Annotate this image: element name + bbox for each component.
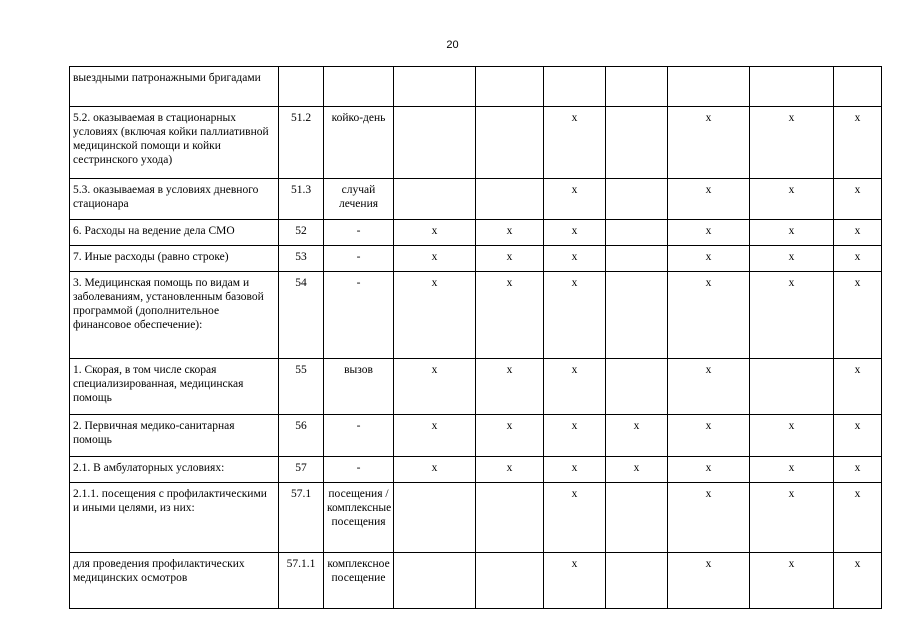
mark-cell: х [834,553,882,609]
mark-cell [394,553,476,609]
mark-cell: х [544,220,606,246]
mark-cell [476,67,544,107]
mark-cell: х [394,457,476,483]
mark-cell: х [668,553,750,609]
mark-cell [606,179,668,220]
row-code [279,67,324,107]
mark-cell: х [544,272,606,359]
mark-cell [606,67,668,107]
row-name: 3. Медицинская помощь по видам и заболеваниям, установленным базовой программой (дополнительное финансовое обеспечение): [70,272,279,359]
mark-cell: х [834,246,882,272]
mark-cell: х [834,272,882,359]
mark-cell: х [750,220,834,246]
row-name: 6. Расходы на ведение дела СМО [70,220,279,246]
mark-cell: х [394,272,476,359]
table-row [70,179,882,220]
mark-cell: х [668,246,750,272]
mark-cell: х [394,415,476,457]
row-name: 2. Первичная медико-санитарная помощь [70,415,279,457]
mark-cell: х [750,107,834,179]
mark-cell [606,272,668,359]
row-name: 1. Скорая, в том числе скорая специализированная, медицинская помощь [70,359,279,415]
mark-cell: х [544,107,606,179]
mark-cell [606,553,668,609]
table-row [70,67,882,107]
mark-cell: х [606,457,668,483]
mark-cell: х [544,415,606,457]
row-code: 57 [279,457,324,483]
mark-cell: х [668,457,750,483]
mark-cell: х [668,179,750,220]
row-code: 53 [279,246,324,272]
mark-cell: х [606,415,668,457]
mark-cell: х [476,457,544,483]
mark-cell: х [544,359,606,415]
row-unit: - [324,220,394,246]
row-name: 5.3. оказываемая в условиях дневного стационара [70,179,279,220]
mark-cell: х [750,415,834,457]
mark-cell [476,179,544,220]
row-unit: - [324,457,394,483]
row-unit: посещения /комплексные посещения [324,483,394,553]
mark-cell: х [668,272,750,359]
mark-cell: х [668,415,750,457]
mark-cell: х [668,107,750,179]
table-row [70,415,882,457]
table-row [70,457,882,483]
mark-cell [544,67,606,107]
page-number: 20 [446,39,459,51]
mark-cell [606,220,668,246]
mark-cell: х [544,179,606,220]
mark-cell: х [394,246,476,272]
mark-cell: х [476,359,544,415]
mark-cell [834,67,882,107]
mark-cell: х [544,457,606,483]
row-unit: - [324,415,394,457]
mark-cell: х [394,220,476,246]
mark-cell [750,359,834,415]
row-unit: койко-день [324,107,394,179]
row-code: 54 [279,272,324,359]
row-unit: случай лечения [324,179,394,220]
row-code: 57.1.1 [279,553,324,609]
mark-cell: х [750,179,834,220]
row-name: выездными патронажными бригадами [70,67,279,107]
mark-cell [394,179,476,220]
row-code: 56 [279,415,324,457]
row-name: 7. Иные расходы (равно строке) [70,246,279,272]
table-row [70,483,882,553]
row-code: 55 [279,359,324,415]
mark-cell: х [834,457,882,483]
mark-cell: х [476,415,544,457]
row-name: 2.1.1. посещения с профилактическими и иными целями, из них: [70,483,279,553]
mark-cell: х [476,220,544,246]
mark-cell: х [750,457,834,483]
mark-cell: х [834,107,882,179]
table-row [70,272,882,359]
mark-cell: х [476,272,544,359]
row-unit: - [324,272,394,359]
mark-cell [668,67,750,107]
row-code: 51.2 [279,107,324,179]
mark-cell: х [834,220,882,246]
mark-cell: х [544,483,606,553]
mark-cell: х [750,483,834,553]
mark-cell [606,107,668,179]
mark-cell: х [544,246,606,272]
mark-cell [606,246,668,272]
mark-cell: х [544,553,606,609]
table-row [70,246,882,272]
report-table [69,66,882,609]
mark-cell: х [750,553,834,609]
row-code: 52 [279,220,324,246]
mark-cell: х [668,483,750,553]
mark-cell: х [834,415,882,457]
mark-cell [606,359,668,415]
mark-cell: х [834,483,882,553]
mark-cell: х [750,272,834,359]
mark-cell: х [834,179,882,220]
mark-cell [606,483,668,553]
mark-cell [394,107,476,179]
row-name: 5.2. оказываемая в стационарных условиях (включая койки паллиативной медицинской помощи и койки сестринского ухода) [70,107,279,179]
mark-cell [476,553,544,609]
mark-cell [750,67,834,107]
mark-cell: х [750,246,834,272]
row-name: 2.1. В амбулаторных условиях: [70,457,279,483]
mark-cell [476,107,544,179]
mark-cell [394,483,476,553]
mark-cell [394,67,476,107]
row-unit [324,67,394,107]
row-unit: комплексное посещение [324,553,394,609]
row-code: 57.1 [279,483,324,553]
table-row [70,107,882,179]
row-code: 51.3 [279,179,324,220]
mark-cell [476,483,544,553]
row-name: для проведения профилактических медицинских осмотров [70,553,279,609]
row-unit: вызов [324,359,394,415]
mark-cell: х [668,359,750,415]
mark-cell: х [394,359,476,415]
table-row [70,553,882,609]
mark-cell: х [476,246,544,272]
mark-cell: х [668,220,750,246]
row-unit: - [324,246,394,272]
mark-cell: х [834,359,882,415]
table-row [70,220,882,246]
table-row [70,359,882,415]
